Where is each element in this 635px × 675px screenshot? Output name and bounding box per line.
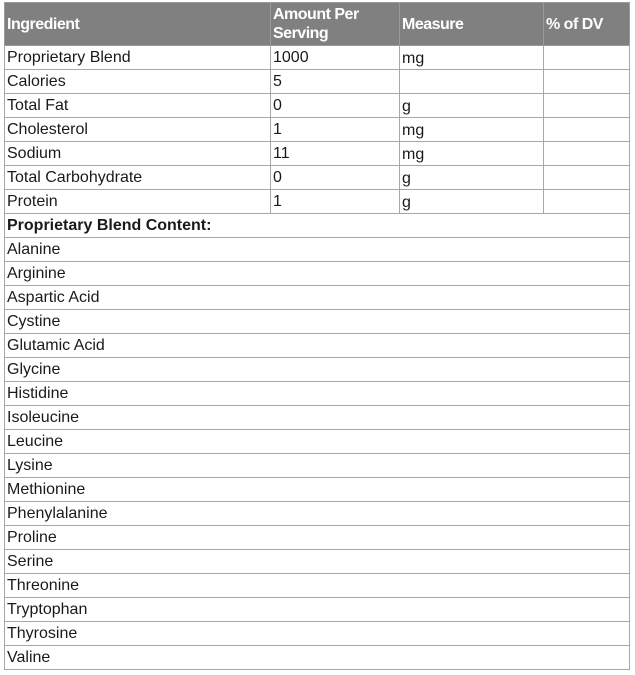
nutrient-dv (544, 94, 630, 118)
header-ingredient: Ingredient (5, 3, 271, 46)
list-item (5, 526, 630, 550)
nutrient-measure: mg (400, 46, 544, 70)
blend-ingredient: Threonine (5, 574, 630, 598)
nutrient-name: Calories (5, 70, 271, 94)
nutrient-amount: 1 (271, 118, 400, 142)
nutrient-amount: 1000 (271, 46, 400, 70)
table-row (5, 94, 630, 118)
table-row (5, 142, 630, 166)
blend-ingredient: Serine (5, 550, 630, 574)
nutrient-amount: 0 (271, 94, 400, 118)
table-row (5, 46, 630, 70)
nutrient-dv (544, 142, 630, 166)
nutrient-measure: g (400, 94, 544, 118)
list-item (5, 550, 630, 574)
list-item (5, 646, 630, 670)
blend-ingredient: Methionine (5, 478, 630, 502)
list-item (5, 430, 630, 454)
blend-ingredient: Thyrosine (5, 622, 630, 646)
blend-ingredient: Histidine (5, 382, 630, 406)
blend-ingredient: Cystine (5, 310, 630, 334)
table-row (5, 70, 630, 94)
blend-ingredient: Arginine (5, 262, 630, 286)
list-item (5, 286, 630, 310)
blend-ingredient: Aspartic Acid (5, 286, 630, 310)
list-item (5, 478, 630, 502)
list-item (5, 574, 630, 598)
header-amount-line2: Serving (273, 25, 329, 42)
list-item (5, 406, 630, 430)
blend-ingredient: Isoleucine (5, 406, 630, 430)
nutrition-table (4, 2, 630, 670)
table-header-row (5, 3, 630, 46)
nutrient-name: Total Carbohydrate (5, 166, 271, 190)
header-percent-dv: % of DV (544, 3, 630, 46)
nutrient-name: Total Fat (5, 94, 271, 118)
nutrient-amount: 11 (271, 142, 400, 166)
list-item (5, 598, 630, 622)
blend-ingredient: Tryptophan (5, 598, 630, 622)
nutrient-name: Sodium (5, 142, 271, 166)
nutrient-dv (544, 190, 630, 214)
nutrient-name: Proprietary Blend (5, 46, 271, 70)
table-row (5, 190, 630, 214)
nutrient-dv (544, 166, 630, 190)
header-measure: Measure (400, 3, 544, 46)
blend-ingredient: Valine (5, 646, 630, 670)
table-row (5, 166, 630, 190)
nutrient-amount: 0 (271, 166, 400, 190)
list-item (5, 382, 630, 406)
nutrient-dv (544, 70, 630, 94)
blend-ingredient: Glycine (5, 358, 630, 382)
nutrient-name: Protein (5, 190, 271, 214)
blend-ingredient: Alanine (5, 238, 630, 262)
nutrient-measure: g (400, 190, 544, 214)
list-item (5, 262, 630, 286)
list-item (5, 622, 630, 646)
list-item (5, 310, 630, 334)
list-item (5, 502, 630, 526)
blend-title: Proprietary Blend Content: (5, 214, 630, 238)
nutrient-amount: 1 (271, 190, 400, 214)
nutrient-measure: g (400, 166, 544, 190)
blend-ingredient: Glutamic Acid (5, 334, 630, 358)
table-row (5, 118, 630, 142)
list-item (5, 334, 630, 358)
list-item (5, 358, 630, 382)
nutrient-amount: 5 (271, 70, 400, 94)
blend-ingredient: Lysine (5, 454, 630, 478)
nutrition-facts-panel (4, 2, 629, 670)
nutrient-measure (400, 70, 544, 94)
blend-title-row (5, 214, 630, 238)
header-amount-per-serving (271, 3, 400, 46)
blend-ingredient: Leucine (5, 430, 630, 454)
nutrient-dv (544, 118, 630, 142)
list-item (5, 238, 630, 262)
header-amount-line1: Amount Per (273, 6, 359, 23)
nutrient-measure: mg (400, 118, 544, 142)
nutrient-rows (5, 46, 630, 214)
blend-rows (5, 238, 630, 670)
nutrient-measure: mg (400, 142, 544, 166)
blend-ingredient: Proline (5, 526, 630, 550)
list-item (5, 454, 630, 478)
nutrient-dv (544, 46, 630, 70)
nutrient-name: Cholesterol (5, 118, 271, 142)
blend-ingredient: Phenylalanine (5, 502, 630, 526)
